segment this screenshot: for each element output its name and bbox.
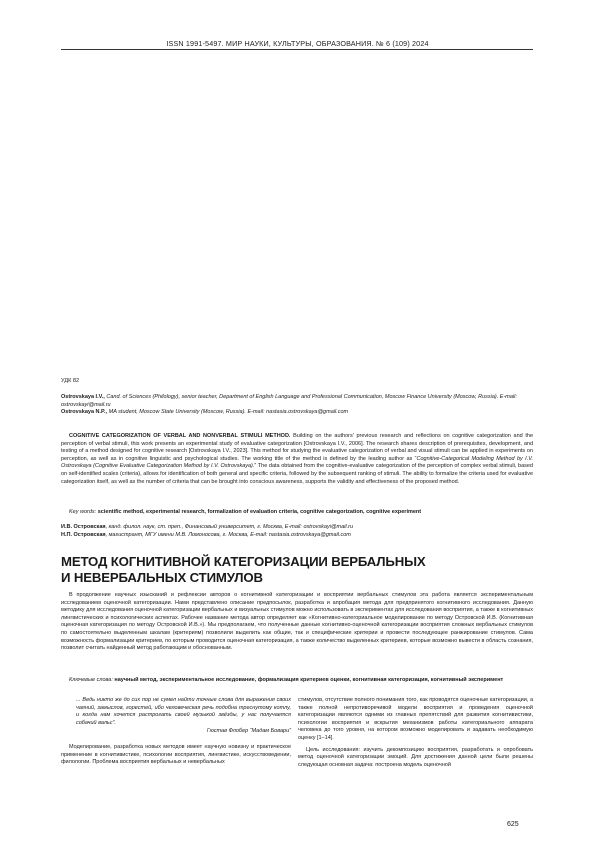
page-number: 625 — [507, 821, 519, 828]
epigraph-source: Гюстав Флобер “Мадам Бовари” — [206, 728, 291, 735]
author-ru-2-name: Н.П. Островская — [61, 531, 106, 538]
abstract-en-body-2: .” The data obtained from the cognitive-evaluative categorization of the perception of complex verbal stimuli, based on self-identified scales (criteria), allows for identification of both general and specific criteria, followed by the subsequent ranking of stimuli. The ability to formalize the criteria used for evaluative categorization itself, as well as the number of criteria that can be brought into conscious awareness, supports the validity and effectiveness of the proposed method. — [61, 463, 533, 485]
article-title-line-1: МЕТОД КОГНИТИВНОЙ КАТЕГОРИЗАЦИИ ВЕРБАЛЬНЫХ — [61, 554, 426, 569]
body-paragraph-left: Моделирование, разработка новых методов имеет научную новизну и практическое применение в когнитивистике, психологии восприятия, лингвистике, искусствоведении, филологии. Проблема восприятия вербальных и невербальных — [61, 743, 291, 766]
author-en-1 — [61, 394, 533, 409]
epigraph-text: ... Ведь никто же до сих пор не сумел найти точные слова для выражения своих чаяний, замыслов, горестей, ибо человеческая речь подобна треснутому котлу, и когда нам хочется растрогать своей музыкой звёзды, у нас получается собачий вальс”. — [76, 697, 291, 726]
keywords-ru — [61, 677, 533, 685]
left-column — [61, 697, 291, 767]
article-title — [61, 554, 533, 585]
header-rule — [61, 49, 533, 50]
abstract-en — [61, 433, 533, 486]
authors-ru — [61, 524, 533, 539]
abstract-en-title: COGNITIVE CATEGORIZATION OF VERBAL AND NONVERBAL STIMULI METHOD. — [69, 433, 291, 439]
author-en-1-name: Ostrovskaya I.V., — [61, 394, 105, 400]
author-en-2 — [61, 409, 533, 417]
author-en-1-info: Cand. of Sciences (Philology), senior teacher, Department of English Language and Professional Communication, Moscow Finance University (Moscow, Russia). E-mail: ostrovskayi@mail.ru — [61, 394, 517, 408]
right-column — [298, 697, 533, 769]
udk-code: УДК 82 — [61, 378, 80, 384]
author-en-2-name: Ostrovskaya N.P., — [61, 409, 108, 416]
author-ru-1-info: , канд. филол. наук, ст. преп., Финансовый университет, г. Москва, E-mail: ostrovskayi@mail.ru — [105, 524, 354, 530]
author-ru-2 — [61, 532, 533, 540]
keywords-en-label: Key words: — [69, 509, 97, 515]
authors-en — [61, 394, 533, 417]
keywords-ru-label: Ключевые слова: — [69, 677, 113, 683]
body-paragraph-right-1: стимулов, отсутствие полного понимания того, как проводятся оценочные категоризации, а также полной непротиворечивой модели восприятия и проведения оценочной категоризации являются одними из главных препятствий для развития когнитивистики, психологии восприятия и вскрытия механизмов работы категориального аппарата человека до того уровня, на котором возможно моделировать и задавать необходимую оценку [1–14]. — [298, 697, 533, 741]
keywords-ru-text: научный метод, экспериментальное исследование, формализация критериев оценки, когнитивная категоризация, когнитивный эксперимент — [112, 677, 504, 683]
keywords-en — [61, 509, 533, 517]
author-ru-2-info: , магистрант, МГУ имени М.В. Ломоносова, г. Москва, E-mail: nastasia.ostrovskaya@gmail.com — [105, 531, 351, 538]
abstract-en-body-1: Building on the authors' previous research and reflections on cognitive categorization and the perception of verbal stimuli, this work presents an experimental study of evaluative categorization [Ostrovskaya I.V., 2006]. The research shares description of prerequisites, development, and testing of a method designed for cognitive research [Ostrovskaya I.V., 2023]. This method for studying the evaluative categorization of verbal and visual stimuli can be applied in experiments on perception, as well as in cognitive linguistic and psychological studies. The working title of the method is defined by the leading author as “ — [61, 433, 533, 462]
author-ru-1 — [61, 524, 533, 532]
article-title-line-2: И НЕВЕРБАЛЬНЫХ СТИМУЛОВ — [61, 569, 263, 585]
keywords-en-text: scientific method, experimental research, formalization of evaluation criteria, cognitive categorization, cognitive experiment — [96, 509, 422, 515]
journal-header: ISSN 1991-5497. МИР НАУКИ, КУЛЬТУРЫ, ОБРАЗОВАНИЯ. № 6 (109) 2024 — [166, 39, 429, 48]
abstract-ru: В продолжение научных изысканий и рефлексии авторов о когнитивной категоризации и восприятии вербальных стимулов эта работа является экспериментальным исследованием оценочной категоризации. Нами представлено описание предпосылок, разработка и апробация метода для предпринятого когнитивного исследования. Данную методику для исследования оценочной категоризации вербальных и визуальных стимулов можно использовать в экспериментах для исследования восприятия, а также в когнитивных лингвистических и психологических аспектах. Рабочее название метода автор определяет как «Когнитивно-категориальное моделирование по методу Островской И.В. (Когнитивная оценочная категоризация по методу Островской И.В.»). Мы предполагаем, что полученные данные когнитивно-оценочной категоризации восприятия сложных вербальных стимулов по самостоятельно выделенным шкалам (критериям) позволили выделить как общие, так и специфические критерии и провести последующее ранжирование стимулов. Сама возможность формализации критериев, по которым проводится оценочная категоризация, а также количество выделенных критериев, которые возможно вывести в область сознания, позволит считать найденный метод работающим и обоснованным. — [61, 592, 533, 652]
body-paragraph-right-2: Цель исследования: изучить декомпозицию восприятия, разработать и опробовать метод оценочной категоризации эмоций. Для достижения данной цели были решены следующая основная задача: построена модель оценочной — [298, 746, 533, 768]
author-ru-1-name: И.В. Островская — [61, 524, 106, 530]
author-en-2-info: MA student, Moscow State University (Moscow, Russia). E-mail: nastasia.ostrovskaya@gmail.com — [107, 409, 349, 416]
abstract-en-method-name: Cognitive-Categorical Modeling Method by I.V. Ostrovskaya (Cognitive Evaluative Categorization Method by I.V. Ostrovskaya) — [61, 455, 534, 470]
